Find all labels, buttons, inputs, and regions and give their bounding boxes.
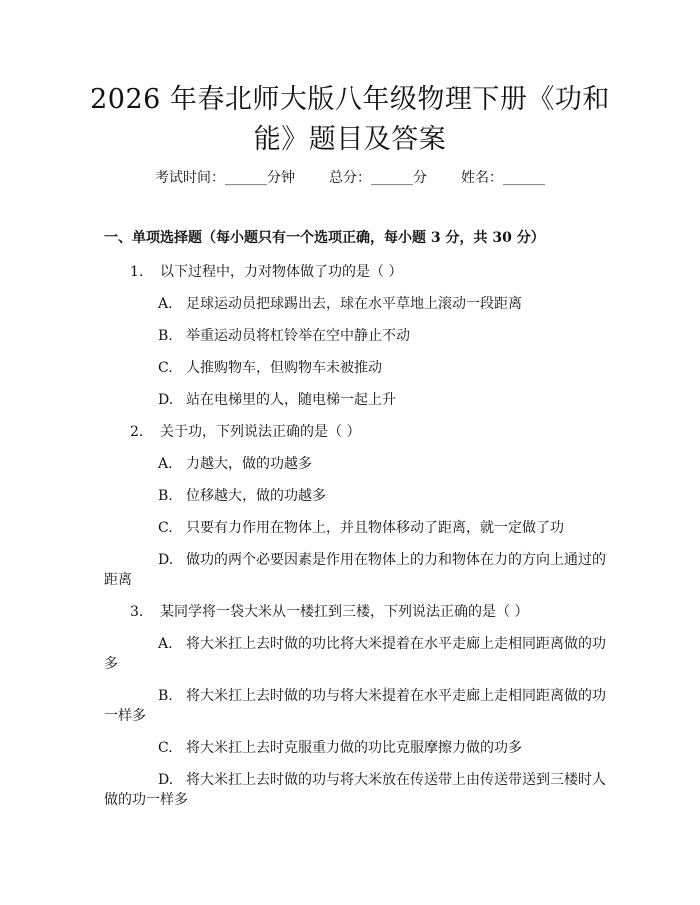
option-letter: B. xyxy=(158,328,173,344)
total-score-field: 总分：______分 xyxy=(329,170,427,186)
question-2-stem xyxy=(130,422,360,442)
question-3-option-c xyxy=(158,738,522,758)
question-3-option-d xyxy=(158,770,606,790)
question-2-option-d-continued: 距离 xyxy=(104,572,132,588)
option-text: 将大米扛上去时做的功与将大米提着在水平走廊上走相同距离做的功 xyxy=(186,688,606,704)
option-text: 将大米扛上去时做的功比将大米提着在水平走廊上走相同距离做的功 xyxy=(186,636,606,652)
option-letter: D. xyxy=(158,552,174,568)
option-text: 足球运动员把球踢出去，球在水平草地上滚动一段距离 xyxy=(186,296,522,312)
option-text: 站在电梯里的人，随电梯一起上升 xyxy=(186,392,396,408)
question-1-stem xyxy=(130,262,402,282)
option-text: 位移越大，做的功越多 xyxy=(186,488,326,504)
student-name-field: 姓名：______ xyxy=(461,170,545,186)
question-1-option-b xyxy=(158,326,410,346)
title-line-2: 能》题目及答案 xyxy=(253,124,447,155)
option-letter: C. xyxy=(158,360,173,376)
question-text: 某同学将一袋大米从一楼扛到三楼，下列说法正确的是（ ） xyxy=(160,604,529,620)
option-letter: A. xyxy=(158,456,173,472)
option-letter: D. xyxy=(158,392,174,408)
question-number: 3. xyxy=(130,604,144,620)
exam-meta xyxy=(0,168,700,188)
question-1-option-a xyxy=(158,294,522,314)
question-3-option-d-continued: 做的功一样多 xyxy=(104,792,188,808)
question-number: 2. xyxy=(130,424,144,440)
option-letter: B. xyxy=(158,688,173,704)
question-3-stem xyxy=(130,602,528,622)
question-number: 1. xyxy=(130,264,144,280)
option-letter: D. xyxy=(158,772,174,788)
option-text: 人推购物车，但购物车未被推动 xyxy=(186,360,382,376)
question-3-option-a-continued: 多 xyxy=(104,656,118,672)
option-letter: A. xyxy=(158,296,173,312)
option-letter: C. xyxy=(158,740,173,756)
question-3-option-a xyxy=(158,634,606,654)
section-heading: 一、单项选择题（每小题只有一个选项正确，每小题 3 分，共 30 分） xyxy=(104,230,545,246)
question-text: 关于功，下列说法正确的是（ ） xyxy=(160,424,361,440)
option-text: 力越大，做的功越多 xyxy=(186,456,312,472)
question-2-option-d xyxy=(158,550,606,570)
question-1-option-c xyxy=(158,358,382,378)
question-text: 以下过程中，力对物体做了功的是（ ） xyxy=(160,264,403,280)
option-text: 将大米扛上去时克服重力做的功比克服摩擦力做的功多 xyxy=(186,740,522,756)
title-line-1: 2026 年春北师大版八年级物理下册《功和 xyxy=(90,84,610,115)
exam-time-field: 考试时间：______分钟 xyxy=(155,170,295,186)
document-title xyxy=(70,80,630,160)
option-text: 只要有力作用在物体上，并且物体移动了距离，就一定做了功 xyxy=(186,520,564,536)
question-1-option-d xyxy=(158,390,396,410)
option-text: 举重运动员将杠铃举在空中静止不动 xyxy=(186,328,410,344)
option-text: 将大米扛上去时做的功与将大米放在传送带上由传送带送到三楼时人 xyxy=(186,772,606,788)
option-letter: C. xyxy=(158,520,173,536)
question-3-option-b-continued: 一样多 xyxy=(104,708,146,724)
question-2-option-b xyxy=(158,486,326,506)
option-text: 做功的两个必要因素是作用在物体上的力和物体在力的方向上通过的 xyxy=(186,552,606,568)
question-2-option-c xyxy=(158,518,564,538)
question-2-option-a xyxy=(158,454,312,474)
question-3-option-b xyxy=(158,686,606,706)
option-letter: A. xyxy=(158,636,173,652)
option-letter: B. xyxy=(158,488,173,504)
